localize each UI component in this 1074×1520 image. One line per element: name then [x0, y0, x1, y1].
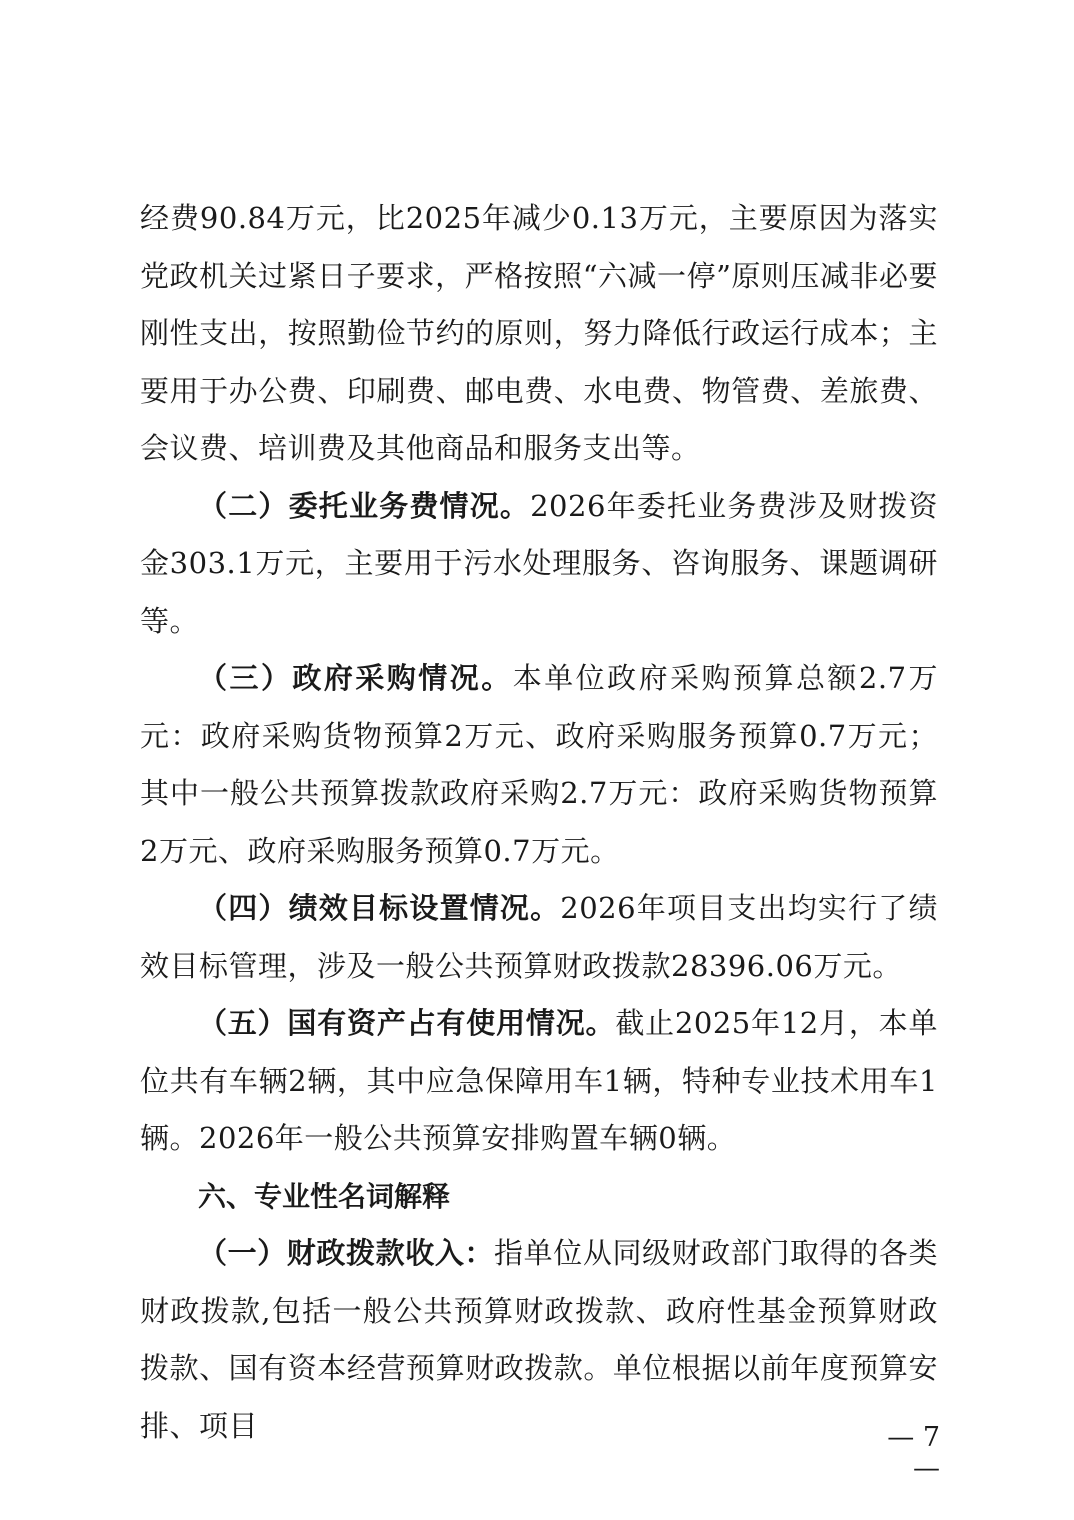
page-number: — 7 — [887, 1422, 940, 1484]
paragraph-fiscal-appropriation-income [140, 1225, 938, 1455]
section-heading-terminology: 六、专业性名词解释 [198, 1179, 451, 1213]
paragraph-performance-targets [140, 880, 938, 995]
paragraph-text: 本单位政府采购预算总额2.7万元：政府采购货物预算2万元、政府采购服务预算0.7万元；其中一般公共预算拨款政府采购2.7万元：政府采购货物预算2万元、政府采购服务预算0.7万元。 [140, 661, 938, 868]
page-body [140, 190, 938, 1455]
subheading-performance-targets: （四）绩效目标设置情况。 [198, 891, 561, 925]
paragraph-entrusted-business-fees [140, 478, 938, 651]
subheading-government-procurement: （三）政府采购情况。 [198, 661, 513, 695]
paragraph-text: 截止2025年12月，本单位共有车辆2辆，其中应急保障用车1辆，特种专业技术用车1辆。2026年一般公共预算安排购置车辆0辆。 [140, 1006, 938, 1155]
paragraph-state-assets [140, 995, 938, 1168]
subheading-fiscal-appropriation-income: （一）财政拨款收入： [198, 1236, 495, 1270]
paragraph-text: 指单位从同级财政部门取得的各类财政拨款,包括一般公共预算财政拨款、政府性基金预算财政拨款、国有资本经营预算财政拨款。单位根据以前年度预算安排、项目 [140, 1236, 938, 1443]
subheading-state-assets: （五）国有资产占有使用情况。 [198, 1006, 616, 1040]
paragraph-admin-expenses [140, 190, 938, 478]
paragraph-text: 2026年委托业务费涉及财拨资金303.1万元，主要用于污水处理服务、咨询服务、课题调研等。 [140, 488, 938, 638]
paragraph-text: 经费90.84万元，比2025年减少0.13万元，主要原因为落实党政机关过紧日子要求，严格按照“六减一停”原则压减非必要刚性支出，按照勤俭节约的原则，努力降低行政运行成本；主要用于办公费、印刷费、邮电费、水电费、物管费、差旅费、会议费、培训费及其他商品和服务支出等。 [140, 201, 938, 465]
subheading-entrusted-business-fees: （二）委托业务费情况。 [198, 488, 531, 523]
paragraph-text: 2026年项目支出均实行了绩效目标管理，涉及一般公共预算财政拨款28396.06万元。 [140, 891, 938, 983]
paragraph-government-procurement [140, 650, 938, 880]
